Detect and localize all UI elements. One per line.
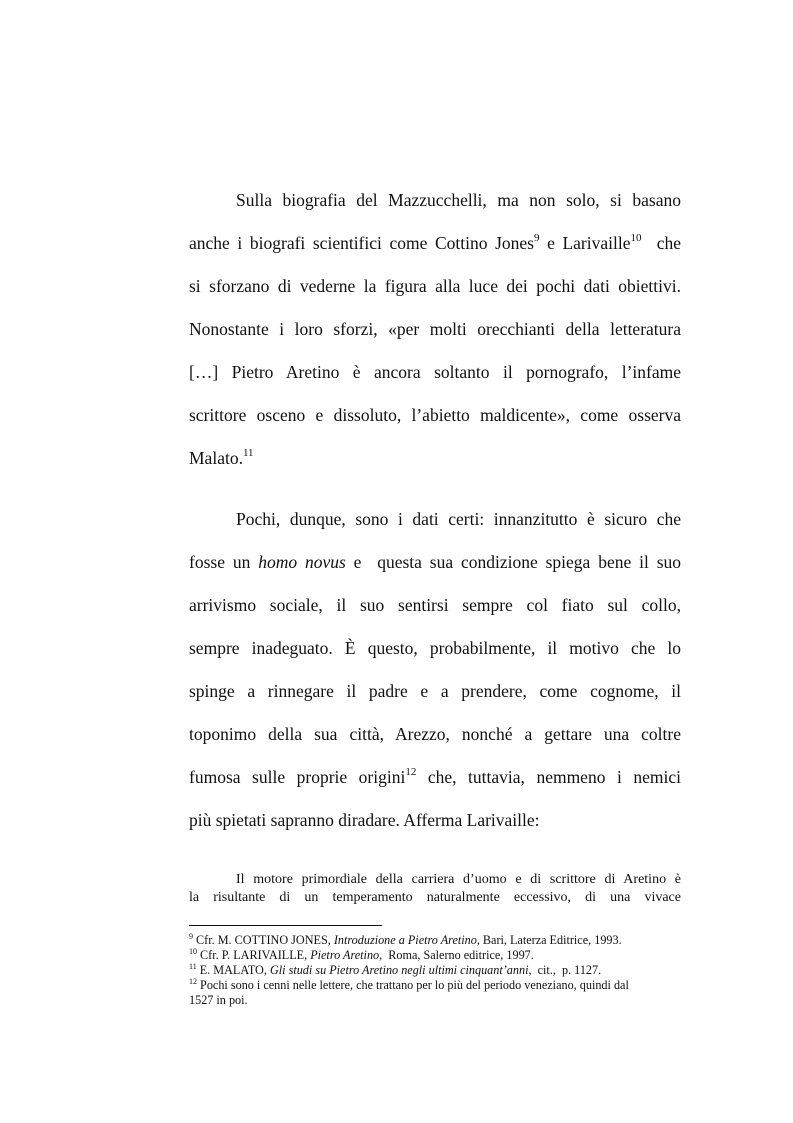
footnote-9: $^9$ Cfr. M. COTTINO JONES, Introduzione a Pietro Aretino, Bari, Laterza Editrice, 1993.	[189, 932, 622, 947]
italic-term: homo novus	[258, 552, 346, 572]
footnote-ref-12[interactable]: 12	[405, 766, 417, 778]
p2-line-2: fosse un homo novus e questa sua condizione spiega bene il suo	[189, 552, 682, 572]
p1-line-6: scrittore osceno e dissoluto, l’abietto maldicente», come osserva	[189, 405, 681, 425]
p2-line-7: fumosa sulle proprie origini$^{12}$ che, tuttavia, nemmeno i nemici	[189, 766, 681, 787]
quote-line-2: la risultante di un temperamento naturalmente eccessivo, di una vivace	[189, 890, 681, 905]
footnote-10: $^{10}$ Cfr. P. LARIVAILLE, Pietro Aretino, Roma, Salerno editrice, 1997.	[189, 947, 534, 962]
p2-line-3: arrivismo sociale, il suo sentirsi sempre col fiato sul collo,	[189, 595, 681, 615]
p1-line-1: Sulla biografia del Mazzucchelli, ma non solo, si basano	[236, 190, 681, 210]
footnote-separator	[189, 925, 382, 926]
footnote-11: $^{11}$ E. MALATO, Gli studi su Pietro Aretino negli ultimi cinquant’anni, cit., p. 1127.	[189, 962, 602, 977]
footnote-ref-11[interactable]: 11	[242, 447, 254, 459]
p2-line-6: toponimo della sua città, Arezzo, nonché a gettare una coltre	[189, 724, 681, 744]
p2-line-1: Pochi, dunque, sono i dati certi: innanzitutto è sicuro che	[236, 509, 681, 529]
footnote-ref-9[interactable]: 9	[533, 232, 540, 244]
p1-line-5: […] Pietro Aretino è ancora soltanto il pornografo, l’infame	[189, 362, 681, 382]
p2-line-4: sempre inadeguato. È questo, probabilmente, il motivo che lo	[189, 638, 681, 658]
p1-line-3: si sforzano di vederne la figura alla luce dei pochi dati obiettivi.	[189, 276, 681, 296]
p2-line-5: spinge a rinnegare il padre e a prendere, come cognome, il	[189, 681, 681, 701]
footnote-12-continued: 1527 in poi.	[189, 993, 248, 1007]
p1-line-2: anche i biografi scientifici come Cottino Jones$^9$ e Larivaille$^{10}$ che	[189, 232, 681, 253]
footnote-ref-10[interactable]: 10	[630, 232, 642, 244]
p1-line-7: Malato.$^{11}$	[189, 447, 254, 468]
p2-line-8: più spietati sapranno diradare. Afferma Larivaille:	[189, 810, 540, 830]
p1-line-4: Nonostante i loro sforzi, «per molti orecchianti della letteratura	[189, 319, 681, 339]
footnote-12: $^{12}$ Pochi sono i cenni nelle lettere, che trattano per lo più del periodo veneziano, quindi dal	[189, 977, 629, 992]
quote-line-1: Il motore primordiale della carriera d’uomo e di scrittore di Aretino è	[236, 872, 681, 887]
